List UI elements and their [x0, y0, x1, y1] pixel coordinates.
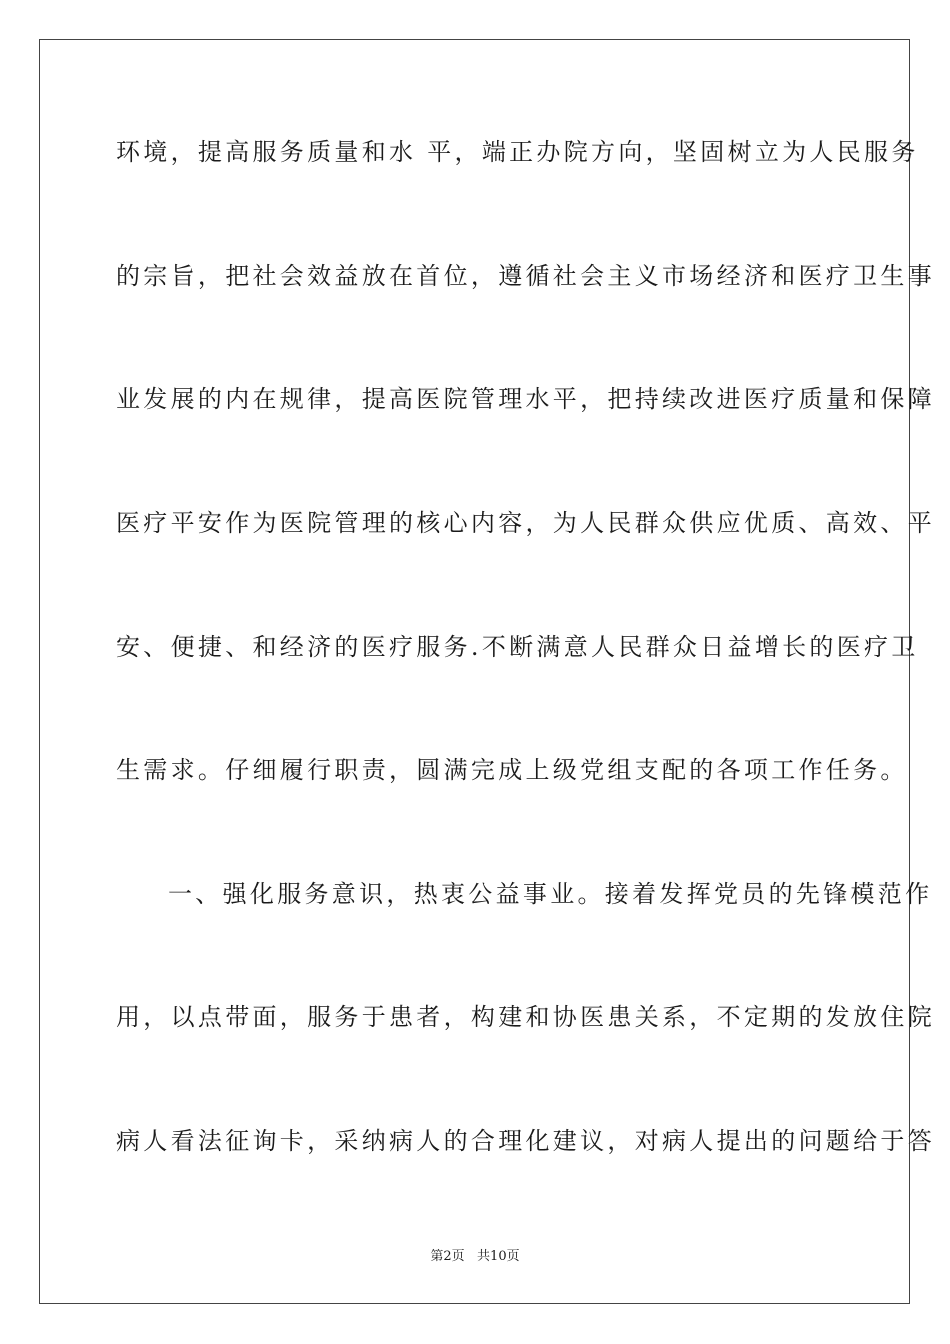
body-line-4: 医疗平安作为医院管理的核心内容，为人民群众供应优质、高效、平	[116, 509, 935, 537]
body-line-5: 安、便捷、和经济的医疗服务.不断满意人民群众日益增长的医疗卫	[116, 633, 919, 661]
body-line-7: 一、强化服务意识，热衷公益事业。接着发挥党员的先锋模范作	[168, 880, 933, 908]
body-line-2: 的宗旨，把社会效益放在首位，遵循社会主义市场经济和医疗卫生事	[116, 262, 935, 290]
body-line-6: 生需求。仔细履行职责，圆满完成上级党组支配的各项工作任务。	[116, 756, 908, 784]
body-line-8: 用，以点带面，服务于患者，构建和协医患关系，不定期的发放住院	[116, 1003, 935, 1031]
body-line-1: 环境，提高服务质量和水 平，端正办院方向，坚固树立为人民服务	[116, 138, 919, 166]
page-number-footer: 第2页 共10页	[430, 1249, 520, 1264]
body-line-3: 业发展的内在规律，提高医院管理水平，把持续改进医疗质量和保障	[116, 385, 935, 413]
page-frame	[39, 39, 935, 1304]
body-line-9: 病人看法征询卡，采纳病人的合理化建议，对病人提出的问题给于答	[116, 1127, 935, 1155]
